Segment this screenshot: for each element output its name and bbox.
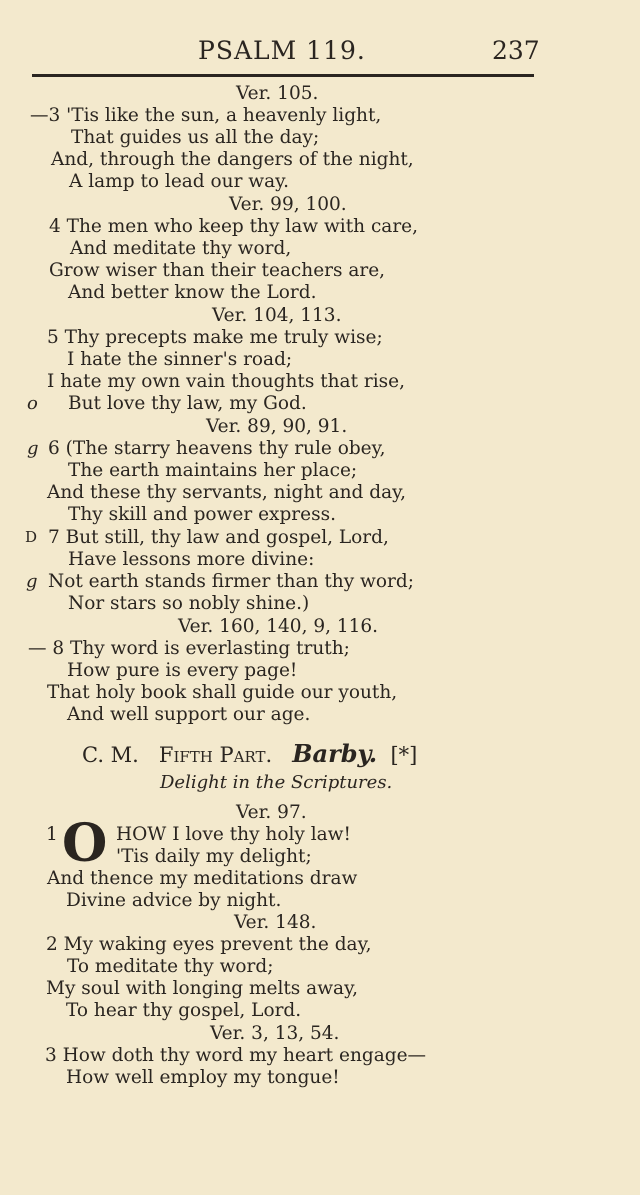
- verse-reference: Ver. 99, 100.: [229, 194, 347, 215]
- hymn-line: Thy skill and power express.: [68, 504, 336, 525]
- verse-reference: Ver. 97.: [236, 802, 307, 823]
- hymn-line: 3 How doth thy word my heart engage—: [45, 1045, 427, 1066]
- stanza-number: 1: [46, 824, 58, 845]
- hymn-line: 4 The men who keep thy law with care,: [49, 216, 419, 237]
- part-name: Fifth Part.: [158, 743, 273, 767]
- hymn-line: 2 My waking eyes prevent the day,: [46, 934, 372, 955]
- hymn-subtitle: Delight in the Scriptures.: [160, 772, 393, 793]
- hymn-line: 5 Thy precepts make me truly wise;: [47, 327, 383, 348]
- hymn-line: I hate my own vain thoughts that rise,: [47, 371, 405, 392]
- verse-reference: Ver. 3, 13, 54.: [210, 1023, 340, 1044]
- hymn-line: 7 But still, thy law and gospel, Lord,: [48, 527, 389, 548]
- margin-mark: g: [27, 438, 39, 459]
- tune-name: Barby.: [292, 739, 378, 768]
- hymn-line: And better know the Lord.: [68, 282, 317, 303]
- meter: C. M.: [82, 743, 139, 767]
- verse-reference: Ver. 89, 90, 91.: [206, 416, 348, 437]
- margin-mark: o: [27, 393, 38, 414]
- verse-reference: Ver. 160, 140, 9, 116.: [178, 616, 379, 637]
- part-heading: [82, 741, 417, 768]
- margin-mark: g: [26, 571, 38, 592]
- hymn-line: — 8 Thy word is everlasting truth;: [28, 638, 350, 659]
- page-number: 237: [492, 36, 540, 65]
- verse-reference: Ver. 105.: [236, 83, 319, 104]
- hymn-line: Nor stars so nobly shine.): [68, 593, 310, 614]
- hymn-line: The earth maintains her place;: [68, 460, 358, 481]
- hymn-line: To meditate thy word;: [67, 956, 274, 977]
- drop-cap: O: [62, 813, 108, 874]
- hymn-line: Divine advice by night.: [66, 890, 282, 911]
- hymn-line: How well employ my tongue!: [66, 1067, 340, 1088]
- hymn-line: 6 (The starry heavens thy rule obey,: [48, 438, 386, 459]
- hymn-line: Have lessons more divine:: [68, 549, 315, 570]
- hymn-line: And well support our age.: [67, 704, 311, 725]
- verse-reference: Ver. 148.: [234, 912, 317, 933]
- hymn-line: —3 'Tis like the sun, a heavenly light,: [30, 105, 382, 126]
- hymn-line: And these thy servants, night and day,: [47, 482, 406, 503]
- hymn-line: HOW I love thy holy law!: [116, 824, 351, 845]
- header-rule: [32, 74, 534, 77]
- hymn-line: That guides us all the day;: [71, 127, 320, 148]
- hymn-line: A lamp to lead our way.: [69, 171, 290, 192]
- hymn-line: And, through the dangers of the night,: [51, 149, 414, 170]
- hymn-line: My soul with longing melts away,: [46, 978, 358, 999]
- running-head-title: PSALM 119.: [198, 36, 366, 65]
- margin-mark: D: [25, 528, 38, 546]
- hymn-line: I hate the sinner's road;: [67, 349, 293, 370]
- tune-marker: [*]: [390, 743, 418, 767]
- hymn-line: And thence my meditations draw: [47, 868, 358, 889]
- hymn-line: That holy book shall guide our youth,: [47, 682, 398, 703]
- hymn-line: But love thy law, my God.: [68, 393, 307, 414]
- hymn-line: Grow wiser than their teachers are,: [49, 260, 386, 281]
- hymn-line: And meditate thy word,: [70, 238, 292, 259]
- verse-reference: Ver. 104, 113.: [212, 305, 342, 326]
- hymn-line: How pure is every page!: [67, 660, 298, 681]
- hymn-line: Not earth stands firmer than thy word;: [48, 571, 414, 592]
- hymn-line: 'Tis daily my delight;: [116, 846, 312, 867]
- hymn-line: To hear thy gospel, Lord.: [66, 1000, 302, 1021]
